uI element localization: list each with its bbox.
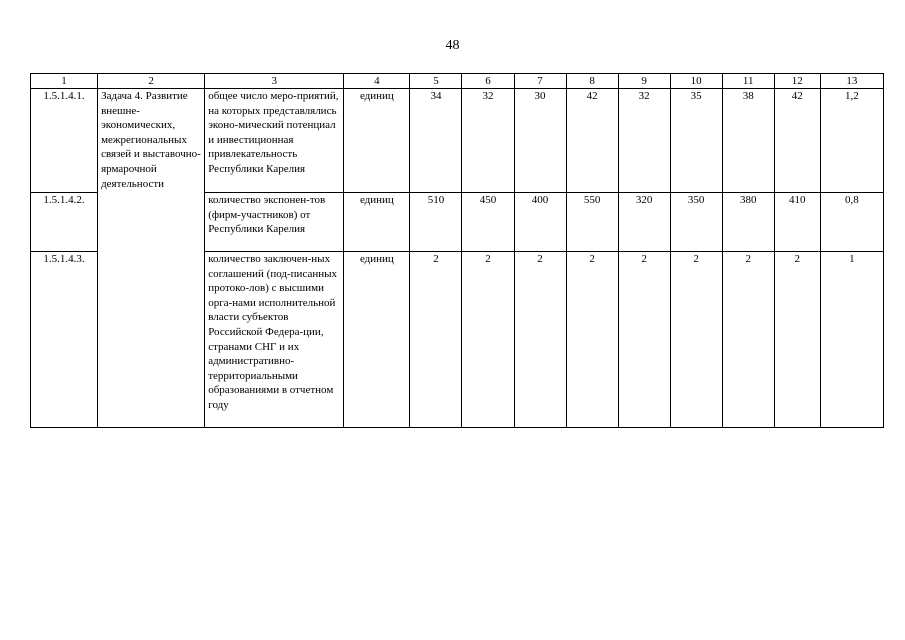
- value-cell: 2: [462, 252, 514, 428]
- value-cell: 2: [410, 252, 462, 428]
- value-cell: 42: [774, 89, 820, 193]
- value-cell: 35: [670, 89, 722, 193]
- header-cell-4: 4: [344, 74, 410, 89]
- unit-cell: единиц: [344, 193, 410, 252]
- value-cell: 2: [774, 252, 820, 428]
- header-row: [31, 74, 884, 89]
- value-cell: 32: [462, 89, 514, 193]
- value-cell: 42: [566, 89, 618, 193]
- header-cell-13: 13: [820, 74, 883, 89]
- value-cell: 2: [618, 252, 670, 428]
- value-cell: 2: [722, 252, 774, 428]
- value-cell: 400: [514, 193, 566, 252]
- value-cell: 320: [618, 193, 670, 252]
- value-cell: 380: [722, 193, 774, 252]
- value-cell: 30: [514, 89, 566, 193]
- table-row: [31, 89, 884, 193]
- row-code: 1.5.1.4.2.: [31, 193, 98, 252]
- value-cell: 1: [820, 252, 883, 428]
- indicators-table: [30, 73, 884, 428]
- value-cell: 38: [722, 89, 774, 193]
- header-cell-2: 2: [98, 74, 205, 89]
- indicator-name: общее число меро-приятий, на которых представлялись эконо-мический потенциал и инвестиционная привлекательность Республики Карелия: [205, 89, 344, 193]
- value-cell: 450: [462, 193, 514, 252]
- row-code: 1.5.1.4.3.: [31, 252, 98, 428]
- value-cell: 1,2: [820, 89, 883, 193]
- value-cell: 350: [670, 193, 722, 252]
- value-cell: 0,8: [820, 193, 883, 252]
- page-number: 48: [445, 38, 460, 53]
- value-cell: 2: [566, 252, 618, 428]
- header-cell-8: 8: [566, 74, 618, 89]
- header-cell-12: 12: [774, 74, 820, 89]
- row-code: 1.5.1.4.1.: [31, 89, 98, 193]
- value-cell: 550: [566, 193, 618, 252]
- header-cell-1: 1: [31, 74, 98, 89]
- indicator-name: количество экспонен-тов (фирм-участников) от Республики Карелия: [205, 193, 344, 252]
- value-cell: 410: [774, 193, 820, 252]
- header-cell-6: 6: [462, 74, 514, 89]
- value-cell: 34: [410, 89, 462, 193]
- header-cell-5: 5: [410, 74, 462, 89]
- header-cell-7: 7: [514, 74, 566, 89]
- value-cell: 510: [410, 193, 462, 252]
- task-label: Задача 4. Развитие внешне-экономических, межрегиональных связей и выставочно-ярмарочной деятельности: [98, 89, 205, 428]
- value-cell: 2: [670, 252, 722, 428]
- header-cell-10: 10: [670, 74, 722, 89]
- value-cell: 2: [514, 252, 566, 428]
- header-cell-3: 3: [205, 74, 344, 89]
- header-cell-9: 9: [618, 74, 670, 89]
- value-cell: 32: [618, 89, 670, 193]
- unit-cell: единиц: [344, 252, 410, 428]
- unit-cell: единиц: [344, 89, 410, 193]
- indicator-name: количество заключен-ных соглашений (под-писанных протоко-лов) с высшими орга-нами исполнительной власти субъектов Российской Федера-ции, странами СНГ и их административно-территориальными образованиями в отчетном году: [205, 252, 344, 428]
- header-cell-11: 11: [722, 74, 774, 89]
